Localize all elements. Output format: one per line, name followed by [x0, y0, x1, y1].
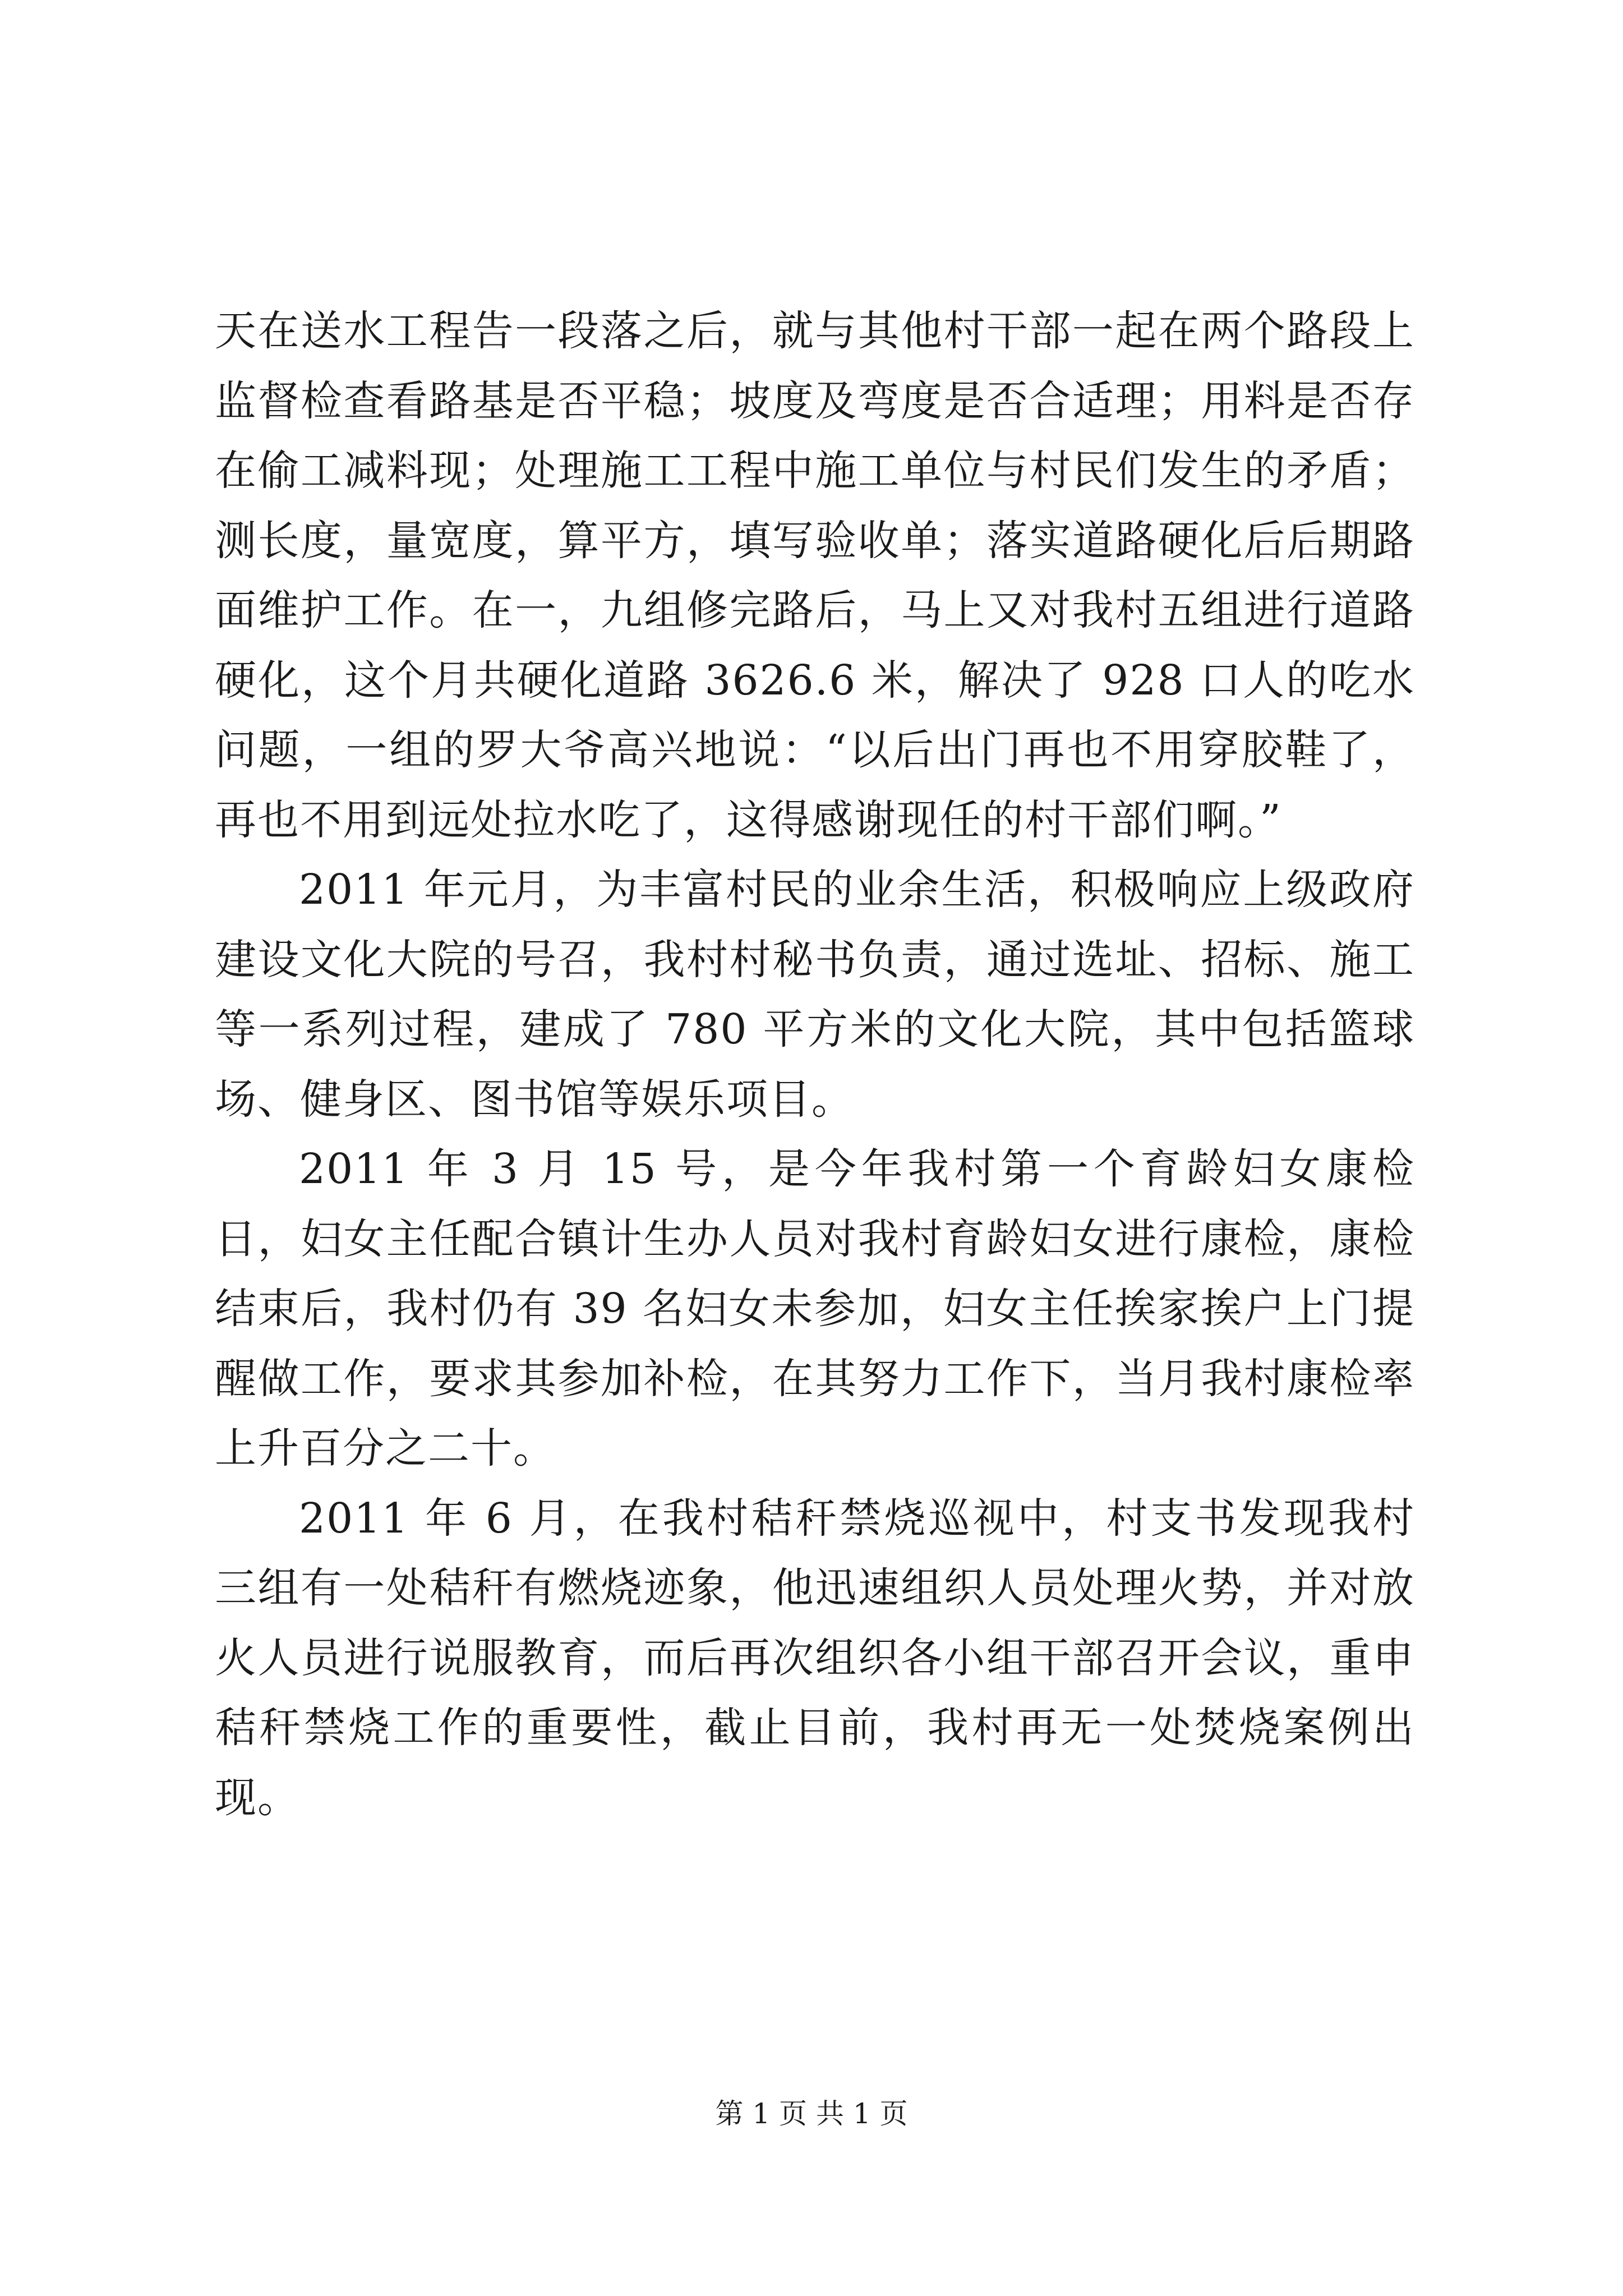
document-body	[215, 296, 1415, 1833]
page-footer: 第 1 页 共 1 页	[715, 2097, 908, 2130]
paragraph-health-check: 2011 年 3 月 15 号，是今年我村第一个育龄妇女康检日，妇女主任配合镇计生办人员对我村育龄妇女进行康检，康检结束后，我村仍有 39 名妇女未参加，妇女主任挨家挨户上门提醒做工作，要求其参加补检，在其努力工作下，当月我村康检率上升百分之二十。	[215, 1145, 1415, 1473]
paragraph-straw-burning: 2011 年 6 月，在我村秸秆禁烧巡视中，村支书发现我村三组有一处秸秆有燃烧迹象，他迅速组织人员处理火势，并对放火人员进行说服教育，而后再次组织各小组干部召开会议，重申秸秆禁烧工作的重要性，截止目前，我村再无一处焚烧案例出现。	[215, 1494, 1415, 1822]
paragraph-road-hardening: 天在送水工程告一段落之后，就与其他村干部一起在两个路段上监督检查看路基是否平稳；坡度及弯度是否合适理；用料是否存在偷工减料现；处理施工工程中施工单位与村民们发生的矛盾；测长度，量宽度，算平方，填写验收单；落实道路硬化后后期路面维护工作。在一，九组修完路后，马上又对我村五组进行道路硬化，这个月共硬化道路 3626.6 米，解决了 928 口人的吃水问题，一组的罗大爷高兴地说：“以后出门再也不用穿胶鞋了，再也不用到远处拉水吃了，这得感谢现任的村干部们啊。”	[215, 307, 1415, 844]
paragraph-cultural-courtyard: 2011 年元月，为丰富村民的业余生活，积极响应上级政府建设文化大院的号召，我村村秘书负责，通过选址、招标、施工等一系列过程，建成了 780 平方米的文化大院，其中包括篮球场、健身区、图书馆等娱乐项目。	[215, 866, 1415, 1124]
